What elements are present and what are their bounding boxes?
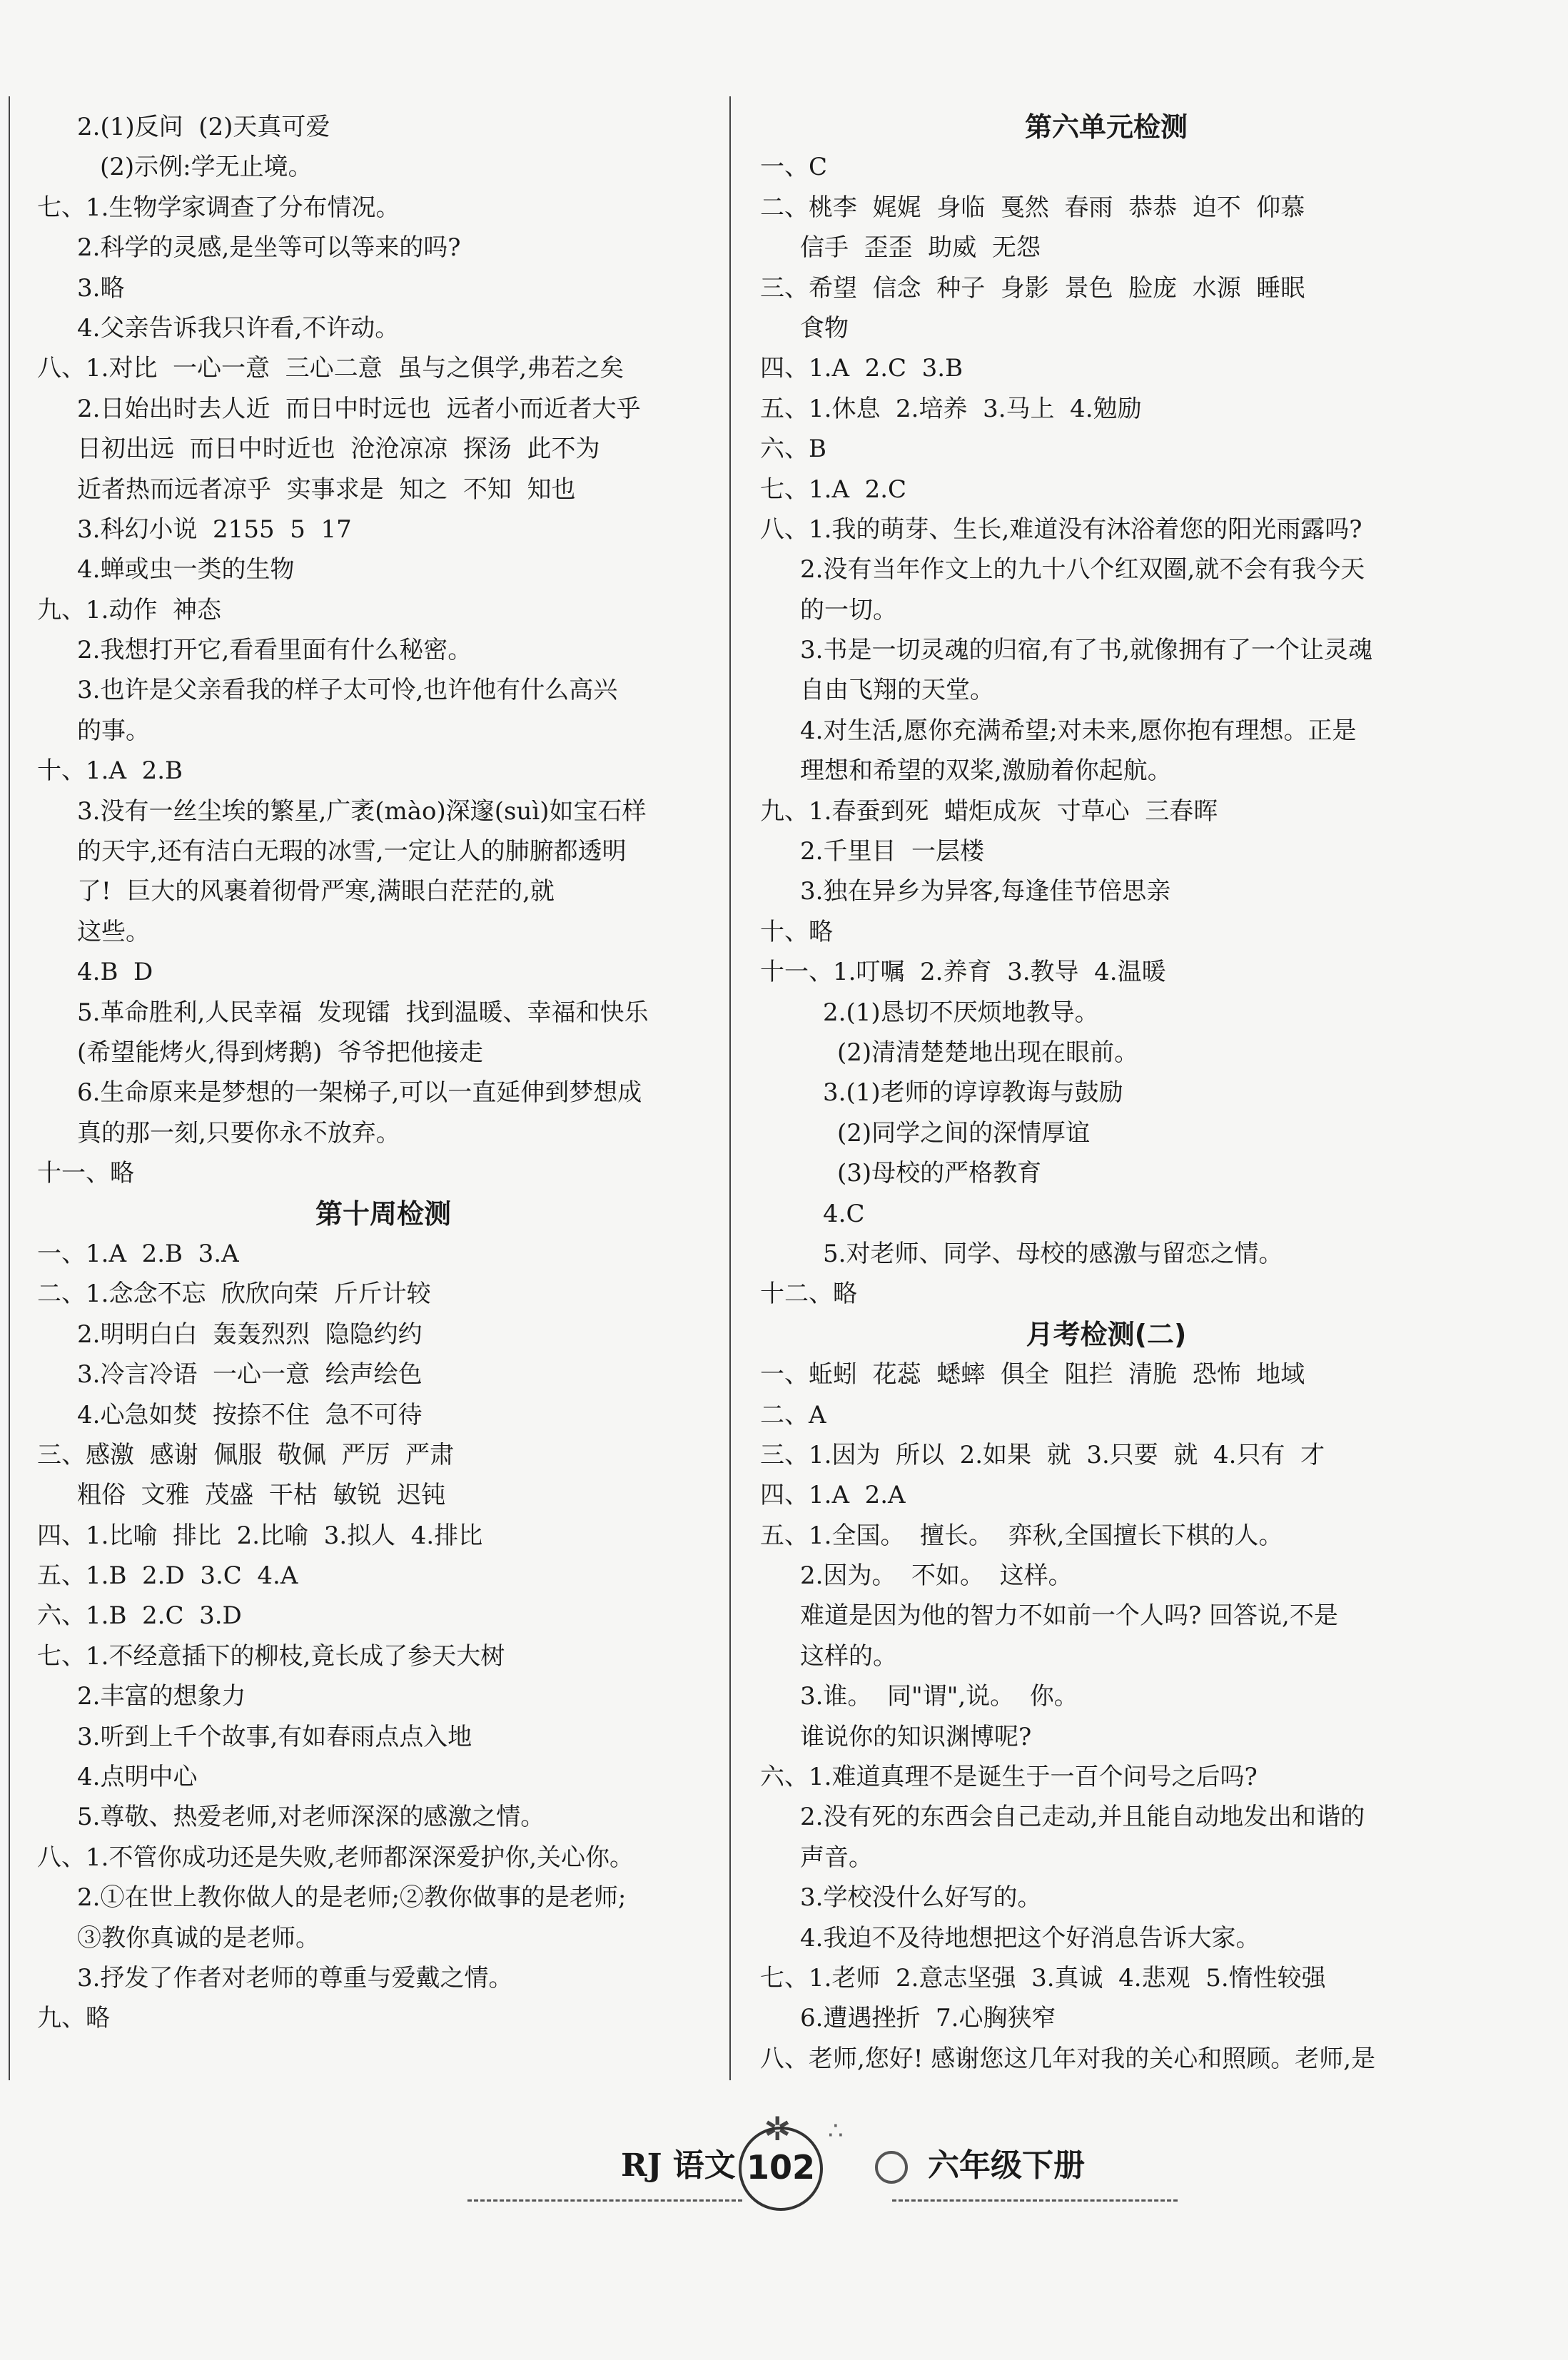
left-column (37, 107, 729, 2039)
answer-line: 三、感激 感谢 佩服 敬佩 严厉 严肃 (37, 1440, 455, 1469)
answer-line: 3.也许是父亲看我的样子太可怜,也许他有什么高兴 (77, 676, 618, 705)
answer-line: 七、1.老师 2.意志坚强 3.真诚 4.悲观 5.惰性较强 (760, 1963, 1326, 1992)
answer-line: 三、希望 信念 种子 身影 景色 脸庞 水源 睡眠 (760, 273, 1305, 303)
answer-line: 谁说你的知识渊博呢? (800, 1722, 1032, 1751)
answer-line: 的事。 (77, 716, 150, 745)
answer-line: 3.书是一切灵魂的归宿,有了书,就像拥有了一个让灵魂 (800, 636, 1373, 665)
answer-line: 6.生命原来是梦想的一架梯子,可以一直延伸到梦想成 (77, 1078, 642, 1108)
answer-line: 4.点明中心 (77, 1763, 198, 1792)
star-decoration-icon: ✲ (764, 2110, 791, 2148)
sparkle-decoration-icon: ∴ (828, 2117, 844, 2145)
answer-line: 3.听到上千个故事,有如春雨点点入地 (77, 1722, 472, 1751)
answer-line: 八、1.对比 一心一意 三心二意 虽与之俱学,弗若之矣 (37, 354, 624, 383)
answer-line: 2.科学的灵感,是坐等可以等来的吗? (77, 233, 461, 263)
answer-line: 十、略 (760, 917, 833, 946)
answer-line: 的天宇,还有洁白无瑕的冰雪,一定让人的肺腑都透明 (77, 837, 627, 866)
answer-line: 2.日始出时去人近 而日中时远也 远者小而近者大乎 (77, 394, 641, 423)
answer-line: 七、1.A 2.C (760, 475, 907, 504)
answer-line: 五、1.全国。 擅长。 弈秋,全国擅长下棋的人。 (760, 1521, 1283, 1550)
answer-line: (希望能烤火,得到烤鹅) 爷爷把他接走 (77, 1038, 483, 1067)
answer-line: 九、1.春蚕到死 蜡炬成灰 寸草心 三春晖 (760, 796, 1218, 826)
right-column (760, 107, 1452, 2079)
footer-dash-left (467, 2199, 742, 2202)
answer-line: 5.对老师、同学、母校的感激与留恋之情。 (823, 1239, 1283, 1268)
answer-line: 九、略 (37, 2004, 110, 2033)
answer-line: 十二、略 (760, 1280, 857, 1309)
answer-line: 3.学校没什么好写的。 (800, 1883, 1042, 1913)
section-heading: 月考检测(二) (1026, 1318, 1187, 1350)
answer-line: 2.千里目 一层楼 (800, 837, 985, 866)
footer-subject: RJ 语文 (621, 2147, 736, 2184)
answer-line: 2.没有死的东西会自己走动,并且能自动地发出和谐的 (800, 1803, 1365, 1832)
answer-line: (2)清清楚楚地出现在眼前。 (837, 1038, 1139, 1067)
answer-line: 一、1.A 2.B 3.A (37, 1239, 239, 1268)
answer-line: 4.对生活,愿你充满希望;对未来,愿你抱有理想。正是 (800, 716, 1357, 745)
footer-grade: 六年级下册 (928, 2147, 1085, 2184)
answer-line: 二、A (760, 1400, 826, 1429)
answer-line: 自由飞翔的天堂。 (800, 676, 994, 705)
answer-line: 四、1.比喻 排比 2.比喻 3.拟人 4.排比 (37, 1521, 483, 1550)
answer-line: 理想和希望的双桨,激励着你起航。 (800, 756, 1172, 786)
answer-line: 6.遭遇挫折 7.心胸狭窄 (800, 2004, 1056, 2033)
answer-line: 五、1.休息 2.培养 3.马上 4.勉励 (760, 394, 1142, 423)
answer-line: 五、1.B 2.D 3.C 4.A (37, 1561, 298, 1591)
answer-line: 二、1.念念不忘 欣欣向荣 斤斤计较 (37, 1280, 431, 1309)
answer-line: 八、1.不管你成功还是失败,老师都深深爱护你,关心你。 (37, 1843, 634, 1872)
answer-line: 3.略 (77, 273, 125, 303)
answer-line: 日初出远 而日中时近也 沧沧凉凉 探汤 此不为 (77, 435, 600, 464)
section-heading: 第六单元检测 (1024, 111, 1188, 143)
section-heading: 第十周检测 (315, 1197, 451, 1230)
answer-line: 这些。 (77, 917, 150, 946)
answer-line: 4.我迫不及待地想把这个好消息告诉大家。 (800, 1923, 1260, 1953)
answer-line: 六、1.难道真理不是诞生于一百个问号之后吗? (760, 1763, 1258, 1792)
page-footer (0, 2110, 1568, 2262)
answer-line: 六、1.B 2.C 3.D (37, 1601, 242, 1631)
answer-line: 3.科幻小说 2155 5 17 (77, 515, 352, 544)
answer-line: 食物 (800, 313, 849, 343)
answer-line: 2.没有当年作文上的九十八个红双圈,就不会有我今天 (800, 555, 1365, 584)
answer-line: 一、蚯蚓 花蕊 蟋蟀 俱全 阻拦 清脆 恐怖 地域 (760, 1360, 1305, 1389)
answer-line: 4.心急如焚 按捺不住 急不可待 (77, 1400, 423, 1429)
answer-line: 声音。 (800, 1843, 873, 1872)
answer-line: 七、1.不经意插下的柳枝,竟长成了参天大树 (37, 1641, 505, 1671)
answer-line: 十一、1.叮嘱 2.养育 3.教导 4.温暖 (760, 958, 1166, 987)
answer-line: 七、1.生物学家调查了分布情况。 (37, 193, 400, 222)
answer-line: 2.我想打开它,看看里面有什么秘密。 (77, 636, 472, 665)
answer-line: 2.①在世上教你做人的是老师;②教你做事的是老师; (77, 1883, 627, 1913)
page-number: 102 (739, 2127, 823, 2211)
answer-line: 二、桃李 娓娓 身临 戛然 春雨 恭恭 迫不 仰慕 (760, 193, 1305, 222)
answer-line: 4.蝉或虫一类的生物 (77, 555, 295, 584)
answer-line: 3.冷言冷语 一心一意 绘声绘色 (77, 1360, 423, 1389)
answer-line: 2.(1)恳切不厌烦地教导。 (823, 998, 1099, 1027)
ring-decoration-icon (875, 2151, 908, 2184)
answer-line: 2.(1)反问 (2)天真可爱 (77, 113, 330, 141)
answer-line: 2.因为。 不如。 这样。 (800, 1561, 1073, 1591)
answer-line: 十一、略 (37, 1159, 134, 1188)
answer-line: (2)示例:学无止境。 (100, 153, 313, 182)
answer-line: 这样的。 (800, 1641, 897, 1671)
answer-line: 3.(1)老师的谆谆教诲与鼓励 (823, 1078, 1123, 1108)
answer-line: 十、1.A 2.B (37, 756, 183, 786)
answer-line: (2)同学之间的深情厚谊 (837, 1118, 1091, 1148)
answer-line: 5.革命胜利,人民幸福 发现镭 找到温暖、幸福和快乐 (77, 998, 649, 1027)
answer-line: 难道是因为他的智力不如前一个人吗? 回答说,不是 (800, 1601, 1338, 1631)
answer-line: 2.丰富的想象力 (77, 1682, 246, 1711)
answer-line: 六、B (760, 435, 826, 464)
answer-line: 3.没有一丝尘埃的繁星,广袤(mào)深邃(suì)如宝石样 (77, 796, 647, 826)
answer-line: 3.独在异乡为异客,每逢佳节倍思亲 (800, 877, 1171, 906)
answer-line: 一、C (760, 153, 828, 182)
answer-line: 四、1.A 2.A (760, 1481, 906, 1510)
answer-line: (3)母校的严格教育 (837, 1159, 1042, 1188)
answer-line: 2.明明白白 轰轰烈烈 隐隐约约 (77, 1320, 423, 1349)
answer-line: 3.谁。 同"谓",说。 你。 (800, 1682, 1078, 1711)
column-divider (729, 96, 731, 2080)
answer-line: 粗俗 文雅 茂盛 干枯 敏锐 迟钝 (77, 1481, 446, 1510)
answer-line: 真的那一刻,只要你永不放弃。 (77, 1118, 400, 1148)
answer-line: 八、老师,您好! 感谢您这几年对我的关心和照顾。老师,是 (760, 2044, 1376, 2073)
answer-line: 八、1.我的萌芽、生长,难道没有沐浴着您的阳光雨露吗? (760, 515, 1362, 544)
answer-line: 5.尊敬、热爱老师,对老师深深的感激之情。 (77, 1803, 545, 1832)
answer-line: 三、1.因为 所以 2.如果 就 3.只要 就 4.只有 才 (760, 1440, 1325, 1469)
left-border-line (9, 96, 10, 2080)
answer-line: 四、1.A 2.C 3.B (760, 354, 963, 383)
answer-line: 信手 歪歪 助威 无怨 (800, 233, 1041, 263)
footer-dash-right (892, 2199, 1178, 2202)
answer-line: 的一切。 (800, 595, 897, 624)
answer-line: ③教你真诚的是老师。 (77, 1923, 320, 1953)
answer-line: 4.C (823, 1199, 865, 1228)
answer-line: 九、1.动作 神态 (37, 595, 222, 624)
answer-line: 了! 巨大的风裹着彻骨严寒,满眼白茫茫的,就 (77, 877, 555, 906)
answer-line: 4.父亲告诉我只许看,不许动。 (77, 313, 400, 343)
answer-line: 近者热而远者凉乎 实事求是 知之 不知 知也 (77, 475, 576, 504)
answer-line: 3.抒发了作者对老师的尊重与爱戴之情。 (77, 1963, 513, 1992)
answer-line: 4.B D (77, 958, 153, 987)
